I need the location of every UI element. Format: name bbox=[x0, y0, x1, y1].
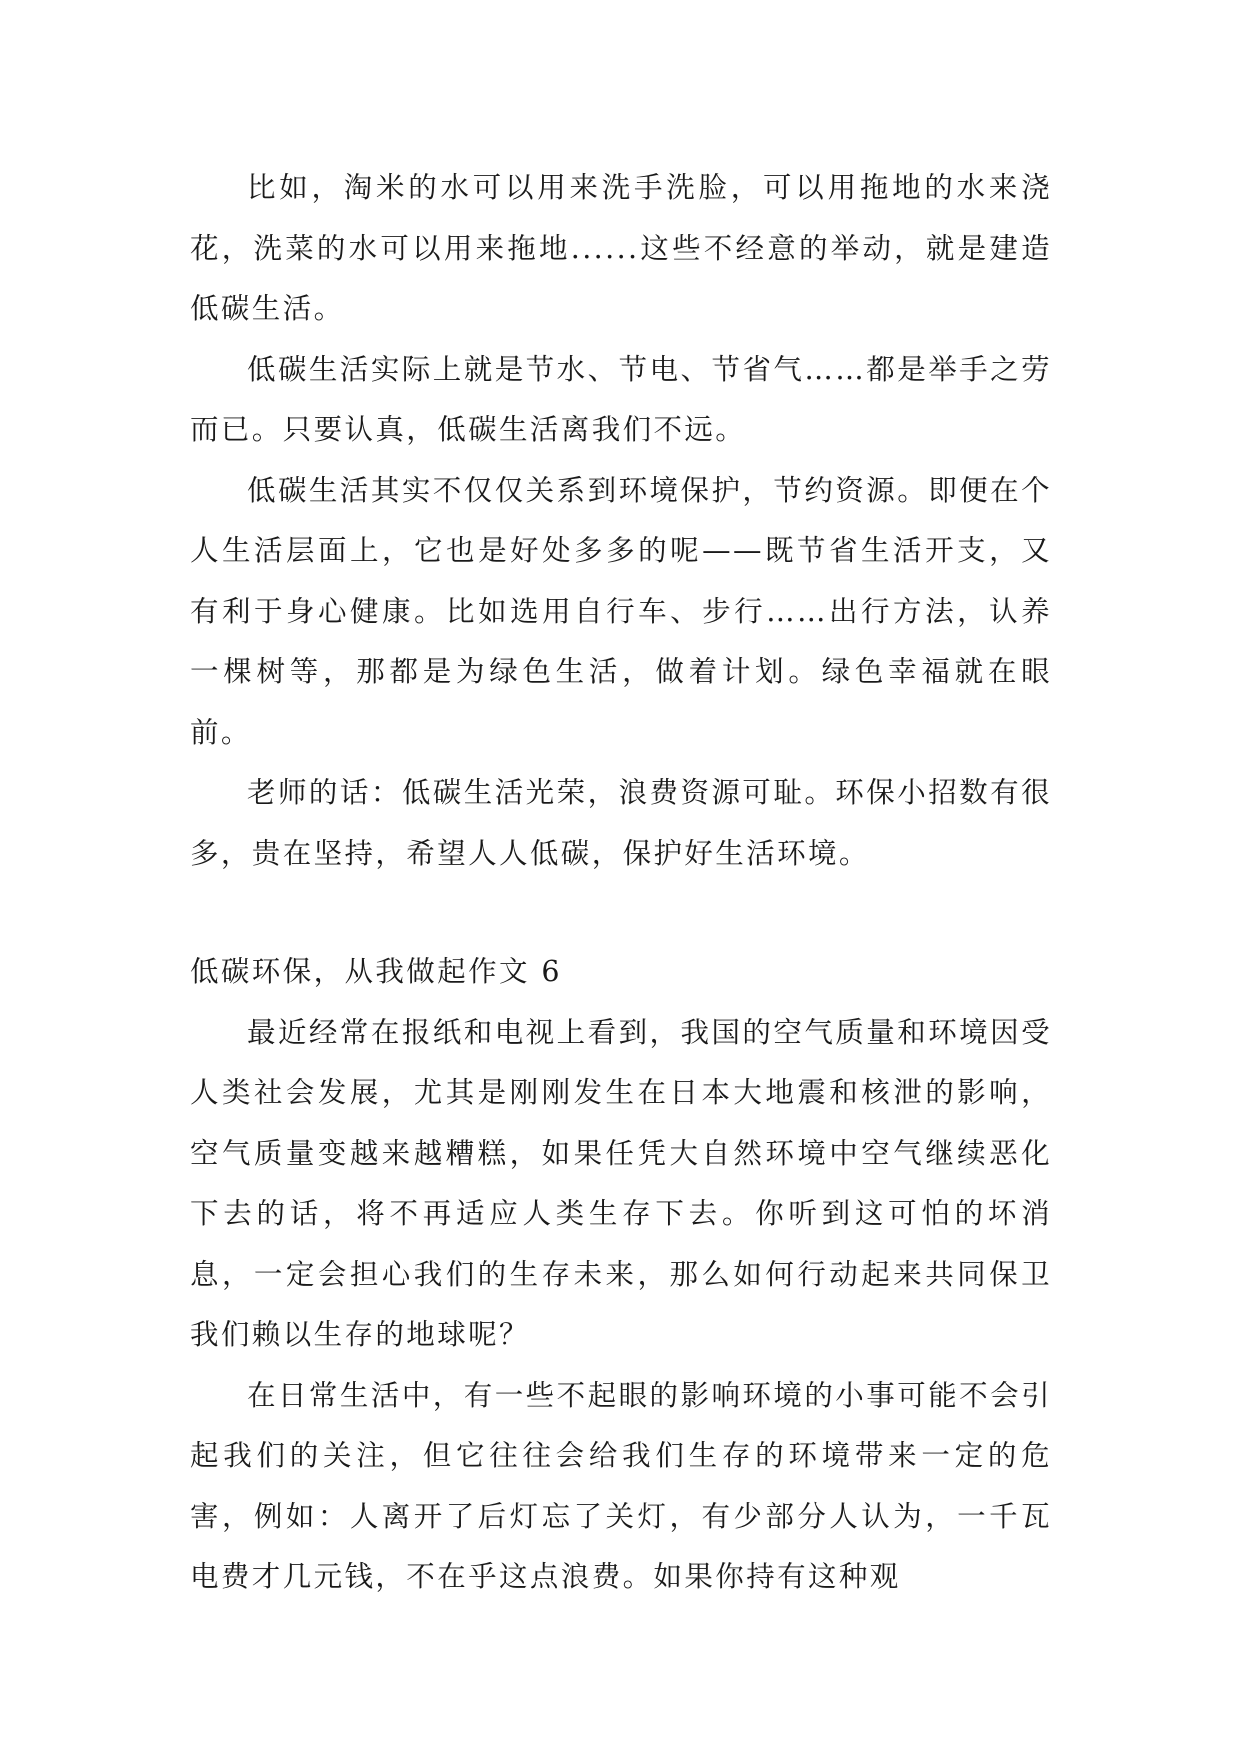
paragraph-daily-life: 在日常生活中，有一些不起眼的影响环境的小事可能不会引起我们的关注，但它往往会给我们生存的环境带来一定的危害，例如：人离开了后灯忘了关灯，有少部分人认为，一千瓦电费才几元钱，不在乎这点浪费。如果你持有这种观 bbox=[190, 1378, 1052, 1593]
paragraph-water-reuse: 比如，淘米的水可以用来洗手洗脸，可以用拖地的水来浇花，洗菜的水可以用来拖地......这些不经意的举动，就是建造低碳生活。 bbox=[190, 171, 1052, 325]
paragraph-low-carbon-benefits: 低碳生活其实不仅仅关系到环境保护，节约资源。即便在个人生活层面上，它也是好处多多的呢——既节省生活开支，又有利于身心健康。比如选用自行车、步行……出行方法，认养一棵树等，那都是为绿色生活，做着计划。绿色幸福就在眼前。 bbox=[190, 473, 1052, 749]
paragraph-teacher-comment: 老师的话：低碳生活光荣，浪费资源可耻。环保小招数有很多，贵在坚持，希望人人低碳，保护好生活环境。 bbox=[190, 776, 1052, 870]
paragraph-air-quality: 最近经常在报纸和电视上看到，我国的空气质量和环境因受人类社会发展，尤其是刚刚发生在日本大地震和核泄的影响，空气质量变越来越糟糕，如果任凭大自然环境中空气继续恶化下去的话，将不再适应人类生存下去。你听到这可怕的坏消息，一定会担心我们的生存未来，那么如何行动起来共同保卫我们赖以生存的地球呢？ bbox=[190, 1015, 1052, 1351]
document-body bbox=[190, 158, 1052, 1608]
section-title: 低碳环保，从我做起作文 6 bbox=[190, 955, 562, 988]
paragraph-low-carbon-saving: 低碳生活实际上就是节水、节电、节省气……都是举手之劳而已。只要认真，低碳生活离我们不远。 bbox=[190, 352, 1052, 446]
